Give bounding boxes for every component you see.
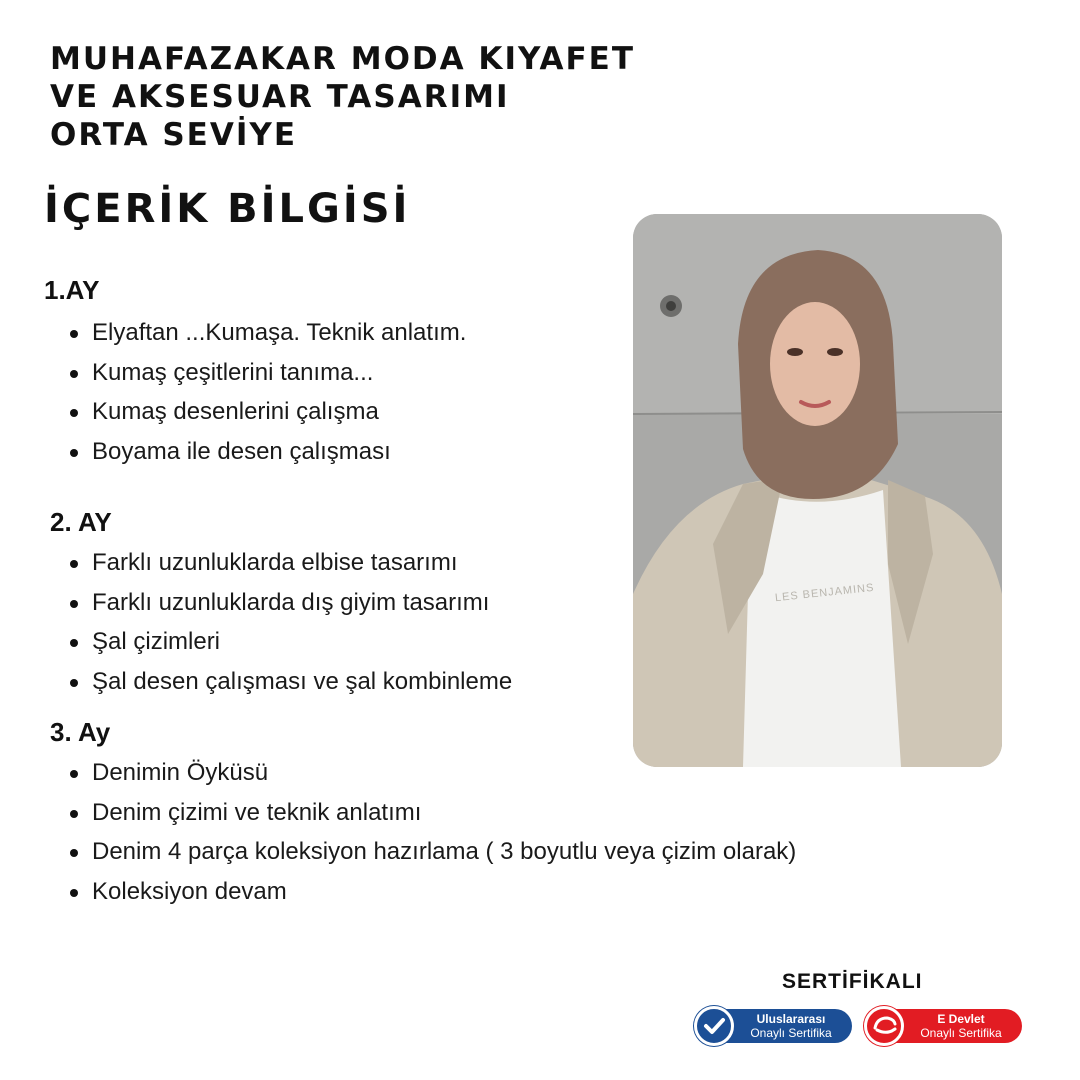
month-heading: 1.AY	[44, 275, 100, 305]
month-item-list	[68, 753, 796, 911]
month-item-list	[68, 313, 466, 471]
course-title	[50, 40, 635, 154]
course-title-line: MUHAFAZAKAR MODA KIYAFET	[50, 41, 635, 77]
e-devlet-logo-icon	[864, 1006, 904, 1046]
badge-text	[910, 1012, 1012, 1040]
badge-line-2: Onaylı Sertifika	[920, 1026, 1002, 1040]
list-item: Kumaş çeşitlerini tanıma...	[68, 353, 466, 393]
list-item: Denim 4 parça koleksiyon hazırlama ( 3 boyutlu veya çizim olarak)	[68, 832, 796, 872]
badge-text	[740, 1012, 842, 1040]
list-item: Şal çizimleri	[68, 622, 512, 662]
badge-line-1: E Devlet	[937, 1012, 985, 1026]
list-item: Elyaftan ...Kumaşa. Teknik anlatım.	[68, 313, 466, 353]
e-devlet-certificate-badge	[866, 1009, 1022, 1043]
month-heading: 3. Ay	[50, 717, 111, 747]
list-item: Koleksiyon devam	[68, 872, 796, 912]
shirt-print-text: LES BENJAMINS	[774, 581, 875, 605]
list-item: Şal desen çalışması ve şal kombinleme	[68, 662, 512, 702]
certification-title: SERTİFİKALI	[782, 970, 923, 993]
model-photo	[633, 214, 1002, 767]
badge-line-1: Uluslararası	[756, 1012, 826, 1026]
badge-line-2: Onaylı Sertifika	[750, 1026, 832, 1040]
check-icon	[694, 1006, 734, 1046]
model-photo-illustration	[633, 214, 1002, 767]
international-certificate-badge	[696, 1009, 852, 1043]
list-item: Kumaş desenlerini çalışma	[68, 392, 466, 432]
list-item: Denimin Öyküsü	[68, 753, 796, 793]
list-item: Denim çizimi ve teknik anlatımı	[68, 793, 796, 833]
section-title: İÇERİK BİLGİSİ	[44, 186, 411, 232]
month-item-list	[68, 543, 512, 701]
month-heading: 2. AY	[50, 507, 112, 537]
course-title-line: VE AKSESUAR TASARIMI	[50, 79, 510, 115]
list-item: Farklı uzunluklarda dış giyim tasarımı	[68, 583, 512, 623]
list-item: Boyama ile desen çalışması	[68, 432, 466, 472]
list-item: Farklı uzunluklarda elbise tasarımı	[68, 543, 512, 583]
course-title-line: ORTA SEVİYE	[50, 117, 298, 153]
